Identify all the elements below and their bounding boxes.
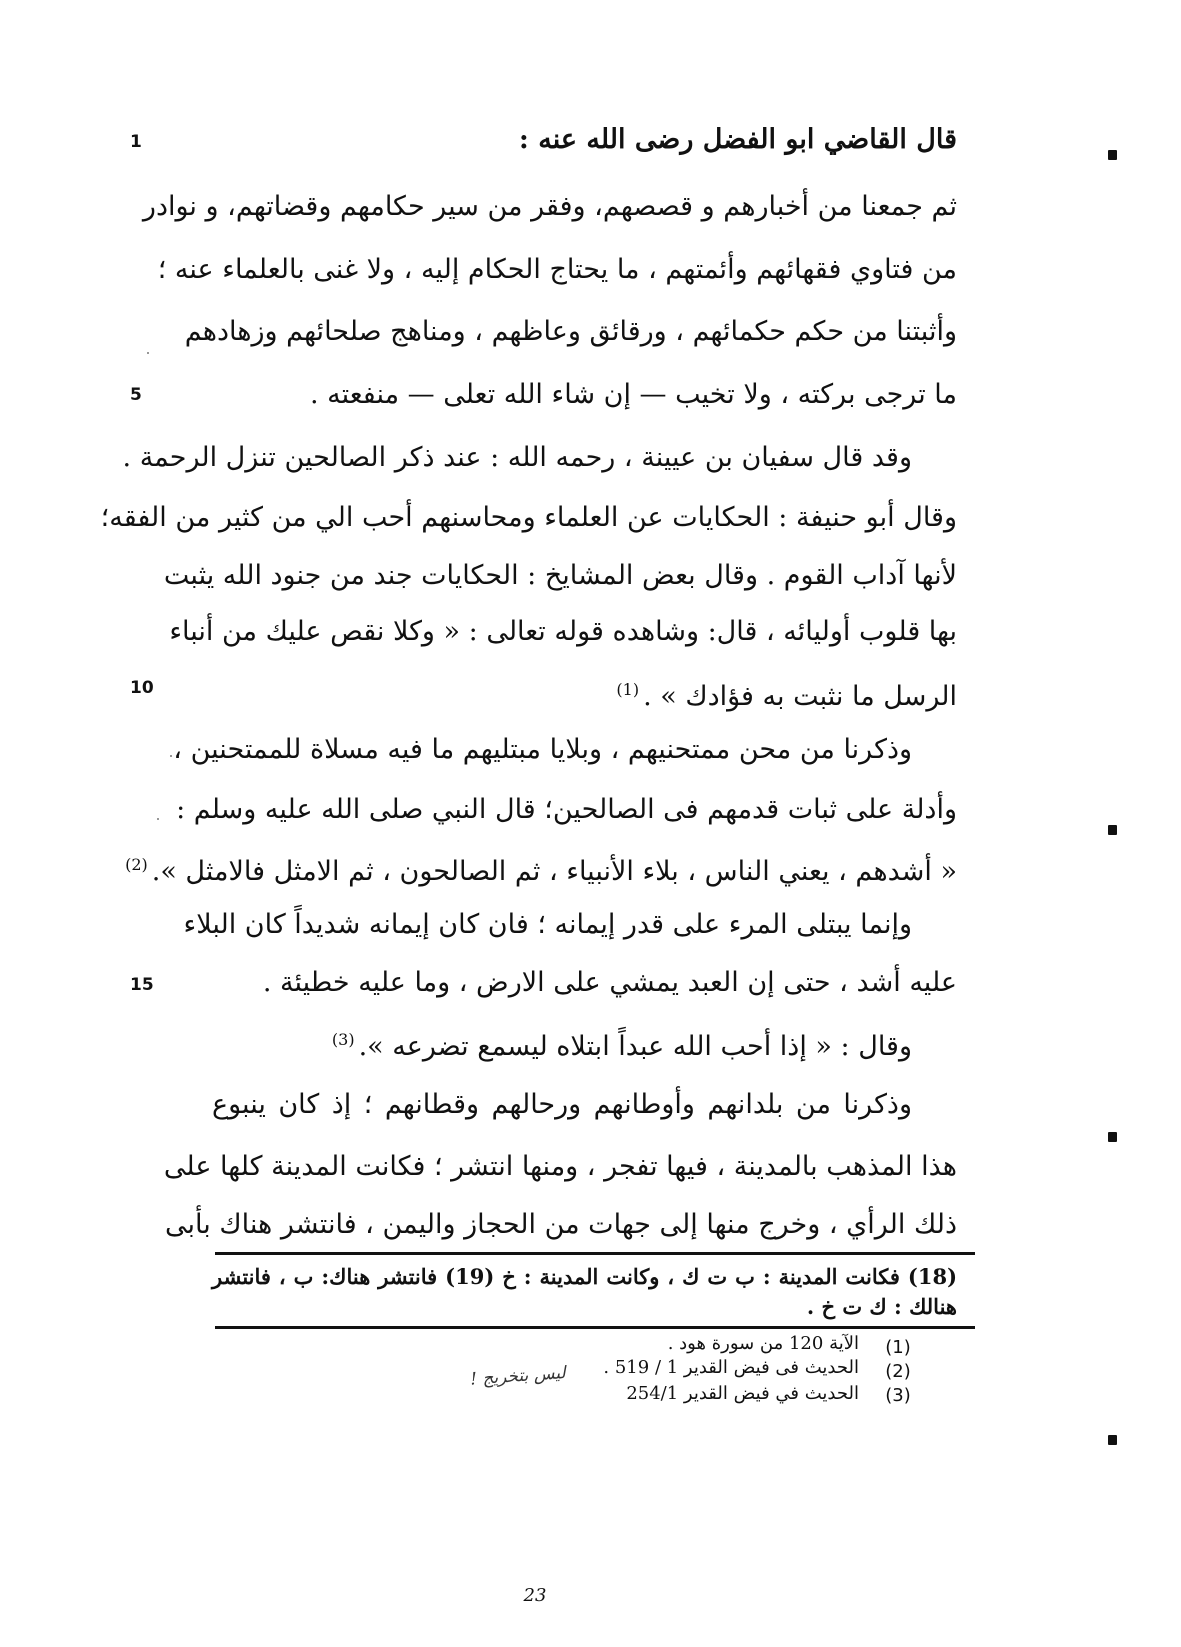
body-line: لأنها آداب القوم . وقال بعض المشايخ : الحكايات جند من جنود الله يثبت xyxy=(163,560,957,591)
binding-hole-mark xyxy=(1108,1132,1117,1142)
body-line-text: وقال : « إذا أحب الله عبداً ابتلاه ليسمع تضرعه ». xyxy=(358,1031,912,1062)
speck xyxy=(170,755,172,757)
footnote-text: الحديث فى فيض القدير 1 / 519 . xyxy=(603,1357,859,1378)
body-line: وذكرنا من محن ممتحنيهم ، وبلايا مبتليهم ما فيه مسلاة للممتحنين ، xyxy=(173,734,912,765)
body-line: ثم جمعنا من أخبارهم و قصصهم، وفقر من سير حكامهم وقضاتهم، و نوادر xyxy=(142,191,957,222)
body-line xyxy=(212,670,957,712)
body-line: وإنما يبتلى المرء على قدر إيمانه ؛ فان كان إيمانه شديداً كان البلاء xyxy=(183,909,912,940)
binding-hole-mark xyxy=(1108,1435,1117,1445)
footnote-marker-3: (3) xyxy=(331,1030,355,1049)
footnote-text: الآية 120 من سورة هود . xyxy=(667,1333,859,1354)
body-line: عليه أشد ، حتى إن العبد يمشي على الارض ، وما عليه خطيئة . xyxy=(262,967,957,998)
body-line: ذلك الرأي ، وخرج منها إلى جهات من الحجاز واليمن ، فانتشر هناك بأبى xyxy=(165,1209,957,1240)
body-line: وقال أبو حنيفة : الحكايات عن العلماء ومحاسنهم أحب الي من كثير من الفقه؛ xyxy=(100,502,957,533)
body-line-text: الرسل ما نثبت به فؤادك » . xyxy=(643,681,957,712)
body-line: وذكرنا من بلدانهم وأوطانهم ورحالهم وقطانهم ؛ إذ كان ينبوع xyxy=(212,1089,912,1120)
footnote-number: (2) xyxy=(885,1361,911,1382)
binding-hole-mark xyxy=(1108,825,1117,835)
apparatus-rule xyxy=(215,1252,975,1255)
variant-line: (18) فكانت المدينة : ب ت ك ، وكانت المدينة : خ (19) فانتشر هناك: ب ، فانتشر xyxy=(212,1264,957,1289)
body-line: هذا المذهب بالمدينة ، فيها تفجر ، ومنها انتشر ؛ فكانت المدينة كلها على xyxy=(163,1151,957,1182)
binding-hole-mark xyxy=(1108,150,1117,160)
body-line: من فتاوي فقهائهم وأئمتهم ، ما يحتاج الحكام إليه ، ولا غنى بالعلماء عنه ؛ xyxy=(157,254,957,285)
speck xyxy=(157,818,159,820)
body-line: ما ترجى بركته ، ولا تخيب — إن شاء الله تعلى — منفعته . xyxy=(309,379,957,410)
body-line: بها قلوب أوليائه ، قال: وشاهده قوله تعالى : « وكلا نقص عليك من أنباء xyxy=(169,616,957,647)
body-line: وقد قال سفيان بن عيينة ، رحمه الله : عند ذكر الصالحين تنزل الرحمة . xyxy=(122,442,912,473)
speck xyxy=(147,352,149,354)
apparatus-rule-bottom xyxy=(215,1326,975,1329)
body-line-text: « أشدهم ، يعني الناس ، بلاء الأنبياء ، ثم الصالحون ، ثم الامثل فالامثل ». xyxy=(151,856,957,887)
handwritten-annotation: ليس بتخريج ! xyxy=(469,1363,567,1390)
line-number-5: 5 xyxy=(130,385,142,405)
body-line xyxy=(125,845,957,887)
footnote-marker-2: (2) xyxy=(125,855,148,874)
footnote-number: (1) xyxy=(885,1337,911,1358)
body-line: وأدلة على ثبات قدمهم فى الصالحين؛ قال النبي صلى الله عليه وسلم : xyxy=(176,794,957,825)
body-line: وأثبتنا من حكم حكمائهم ، ورقائق وعاظهم ، ومناهج صلحائهم وزهادهم xyxy=(184,316,957,347)
footnote-number: (3) xyxy=(885,1385,911,1406)
body-line xyxy=(212,1020,912,1062)
line-number-10: 10 xyxy=(130,678,154,698)
footnote-text: الحديث في فيض القدير 254/1 xyxy=(626,1383,859,1404)
variant-line: هنالك : ك ت خ . xyxy=(806,1294,957,1319)
page-heading: قال القاضي ابو الفضل رضى الله عنه : xyxy=(518,124,957,155)
line-number-1: 1 xyxy=(130,132,142,152)
line-number-15: 15 xyxy=(130,975,154,995)
page-number: 23 xyxy=(523,1585,547,1606)
footnote-marker-1: (1) xyxy=(616,680,640,699)
